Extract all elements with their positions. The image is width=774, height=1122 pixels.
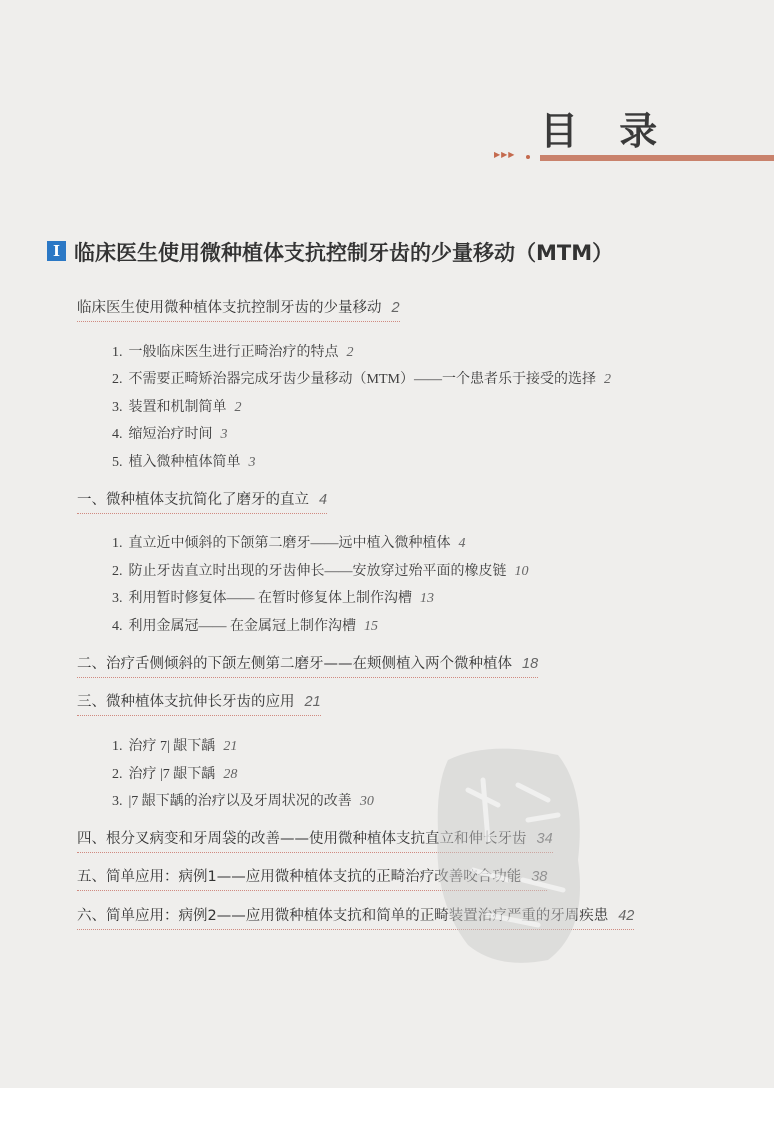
page-number: 3 [248,455,256,470]
page-number: 10 [514,564,529,579]
page-number: 15 [364,619,378,634]
item-number: 3. [112,591,123,606]
page-number: 21 [223,739,238,754]
rule-dot-icon [526,155,530,159]
item-text: 植入微种植体简单 [128,455,241,470]
page-number: 34 [536,831,553,847]
toc-item[interactable] [112,563,529,581]
toc-item[interactable] [112,344,354,362]
toc-item[interactable] [112,793,374,811]
item-number: 3. [112,794,123,809]
toc-item[interactable] [112,426,228,444]
toc-heading[interactable] [77,906,634,930]
page-number: 30 [359,794,374,809]
toc-heading[interactable] [77,829,553,853]
item-text: 一般临床医生进行正畸治疗的特点 [128,345,339,360]
page-margin [0,1088,774,1122]
item-text: 装置和机制简单 [128,400,227,415]
heading-text: 临床医生使用微种植体支抗控制牙齿的少量移动 [77,300,382,316]
toc-heading[interactable] [77,490,327,514]
toc-item[interactable] [112,738,237,756]
toc-item[interactable] [112,399,242,417]
heading-text: 二、治疗舌侧倾斜的下颌左侧第二磨牙——在颊侧植入两个微种植体 [77,656,512,672]
toc-item[interactable] [112,454,256,472]
page-number: 2 [391,300,400,316]
page-number: 28 [223,767,238,782]
page-number: 18 [522,656,539,672]
toc-heading[interactable] [77,298,400,322]
item-number: 4. [112,619,123,634]
item-number: 1. [112,739,123,754]
page-number: 2 [234,400,242,415]
page-number: 21 [304,694,321,710]
item-number: 2. [112,372,123,387]
heading-text: 六、简单应用：病例2——应用微种植体支抗和简单的正畸装置治疗严重的牙周疾患 [77,908,609,924]
page-number: 2 [603,372,611,387]
item-text: 利用暂时修复体—— 在暂时修复体上制作沟槽 [128,591,412,606]
page-number: 42 [618,908,635,924]
item-text: 直立近中倾斜的下颌第二磨牙——远中植入微种植体 [128,536,451,551]
toc-item[interactable] [112,618,378,636]
item-text: |7 龈下龋的治疗以及牙周状况的改善 [128,794,352,809]
item-number: 5. [112,455,123,470]
arrow-decoration-icon: ▶▶▶ [494,150,516,159]
item-number: 1. [112,536,123,551]
item-text: 缩短治疗时间 [128,427,213,442]
item-text: 利用金属冠—— 在金属冠上制作沟槽 [128,619,356,634]
heading-text: 一、微种植体支抗简化了磨牙的直立 [77,492,309,508]
item-number: 3. [112,400,123,415]
heading-text: 三、微种植体支抗伸长牙齿的应用 [77,694,295,710]
title-rule [540,155,774,161]
toc-item[interactable] [112,535,466,553]
item-number: 4. [112,427,123,442]
page-number: 2 [346,345,354,360]
part-marker: I [47,241,66,261]
toc-heading[interactable] [77,867,547,891]
page-number: 4 [458,536,466,551]
toc-heading[interactable] [77,692,321,716]
item-number: 2. [112,564,123,579]
heading-text: 四、根分叉病变和牙周袋的改善——使用微种植体支抗直立和伸长牙齿 [77,831,527,847]
page-number: 13 [420,591,434,606]
toc-heading[interactable] [77,654,538,678]
toc-item[interactable] [112,590,434,608]
item-text: 治疗 7| 龈下龋 [128,739,216,754]
part-title: 临床医生使用微种植体支抗控制牙齿的少量移动（MTM） [74,241,614,265]
item-text: 防止牙齿直立时出现的牙齿伸长——安放穿过殆平面的橡皮链 [128,564,507,579]
item-text: 不需要正畸矫治器完成牙齿少量移动（MTM）——一个患者乐于接受的选择 [128,372,596,387]
item-number: 1. [112,345,123,360]
toc-item[interactable] [112,766,237,784]
page-number: 3 [220,427,228,442]
toc-title: 目 录 [540,109,672,153]
heading-text: 五、简单应用：病例1——应用微种植体支抗的正畸治疗改善咬合功能 [77,869,522,885]
page-number: 38 [531,869,548,885]
item-number: 2. [112,767,123,782]
toc-item[interactable] [112,371,611,389]
page-number: 4 [319,492,328,508]
item-text: 治疗 |7 龈下龋 [128,767,216,782]
